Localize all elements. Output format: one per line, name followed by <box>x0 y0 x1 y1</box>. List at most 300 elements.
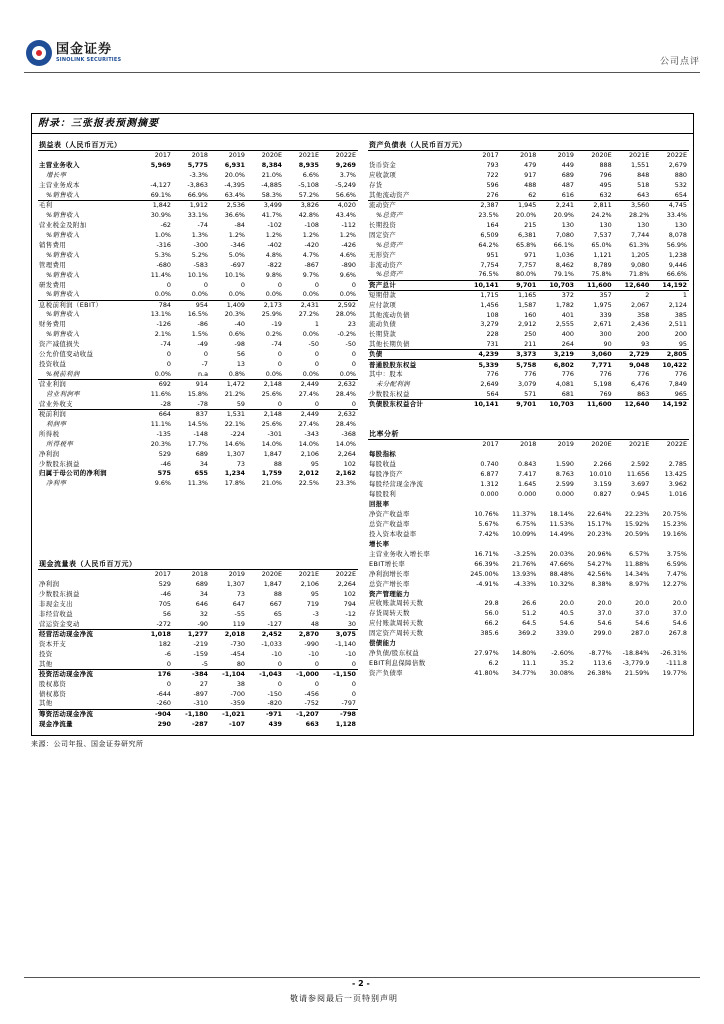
value-cell: 2,436 <box>631 320 650 329</box>
value-cell: 0 <box>240 280 245 289</box>
value-cell: 400 <box>561 330 574 339</box>
value-cell: 632 <box>576 191 614 201</box>
value-cell: 54.6 <box>672 619 687 628</box>
company-logo <box>26 38 121 68</box>
value-cell: 6,476 <box>631 380 650 389</box>
value-cell: 11.656 <box>626 470 650 479</box>
row-label: 资本开支 <box>39 640 67 649</box>
row-label: %销售收入 <box>46 230 80 239</box>
value-cell: 20.3% <box>150 439 171 448</box>
value-cell: 20.0 <box>597 599 612 608</box>
value-cell: 4.6% <box>339 250 356 259</box>
value-cell: 5,198 <box>593 380 612 389</box>
page-number: - 2 - <box>352 979 370 988</box>
value-cell: 655 <box>194 469 208 478</box>
row-label: 增长率 <box>46 171 67 180</box>
value-cell: 10.010 <box>589 470 612 479</box>
value-cell <box>463 539 501 549</box>
value-cell: 18.14% <box>549 510 574 519</box>
value-cell: 3.697 <box>631 480 650 489</box>
table-row <box>38 350 358 360</box>
value-cell: 3.7% <box>339 171 356 180</box>
value-cell: 34 <box>199 590 208 599</box>
table-row <box>38 240 358 250</box>
value-cell: 8,462 <box>555 260 574 269</box>
disclaimer-note: 敬请参阅最后一页特别声明 <box>290 994 398 1003</box>
value-cell: -300 <box>193 240 208 249</box>
table-row <box>38 161 358 171</box>
value-cell: 532 <box>674 181 687 190</box>
value-cell: 488 <box>524 181 537 190</box>
table-row <box>38 689 358 699</box>
table-row <box>38 211 358 221</box>
value-cell: -74 <box>197 221 208 230</box>
balance-sheet-panel <box>368 139 689 410</box>
value-cell: 6,509 <box>480 230 499 239</box>
value-cell <box>538 639 576 649</box>
value-cell: 5,775 <box>187 161 208 170</box>
table-row <box>368 609 689 619</box>
value-cell: 9.6% <box>339 270 356 279</box>
value-cell: 7.47% <box>666 569 687 578</box>
row-label: 主营业务成本 <box>39 181 80 190</box>
value-cell: 369.2 <box>518 629 537 638</box>
table-row <box>368 221 689 231</box>
year-header-cell: 2017 <box>482 151 499 160</box>
year-header-row <box>368 151 689 161</box>
value-cell: 5,969 <box>150 161 171 170</box>
value-cell: 7,537 <box>593 230 612 239</box>
value-cell: 88.48% <box>549 569 574 578</box>
value-cell: 27 <box>199 679 208 688</box>
row-label: 负债 <box>368 350 463 360</box>
ratio-analysis-panel <box>368 428 689 679</box>
value-cell: -62 <box>160 221 171 230</box>
value-cell: -49 <box>197 340 208 349</box>
table-row <box>38 659 358 669</box>
value-cell <box>614 639 652 649</box>
value-cell: 2,148 <box>263 380 282 389</box>
value-cell: 616 <box>538 191 576 201</box>
value-cell: 66.39% <box>474 559 499 568</box>
table-row <box>38 600 358 610</box>
value-cell: 0 <box>277 350 282 359</box>
value-cell: 1,472 <box>226 380 245 389</box>
value-cell: 439 <box>268 719 282 728</box>
value-cell: 1.2% <box>339 230 356 239</box>
value-cell: 9.7% <box>302 270 319 279</box>
value-cell: 1,531 <box>226 410 245 419</box>
table-row <box>38 469 358 479</box>
row-label: 营业利润 <box>39 380 67 389</box>
value-cell: 15.17% <box>587 519 612 528</box>
value-cell: 2,632 <box>337 410 356 419</box>
row-label: %销售收入 <box>38 290 136 300</box>
value-cell: 11.4% <box>150 270 171 279</box>
value-cell: 339.0 <box>555 629 574 638</box>
value-cell: 8,789 <box>593 260 612 269</box>
value-cell: 2,018 <box>224 630 245 639</box>
value-cell: 28.2% <box>628 211 650 220</box>
value-cell: 25.6% <box>261 389 282 398</box>
value-cell: 689 <box>195 449 208 458</box>
year-header-row <box>38 151 358 161</box>
value-cell: 689 <box>561 171 574 180</box>
value-cell: 47.66% <box>549 559 574 568</box>
value-cell: 30.08% <box>549 669 574 678</box>
row-label: 流动负债 <box>369 320 397 329</box>
table-row <box>38 380 358 390</box>
value-cell: 65.0% <box>591 240 612 249</box>
value-cell: -12 <box>345 610 356 619</box>
value-cell: 0 <box>314 360 319 369</box>
value-cell: 769 <box>576 390 614 400</box>
value-cell: -260 <box>136 699 173 709</box>
value-cell: -18.84% <box>622 649 650 658</box>
value-cell: 160 <box>524 310 537 319</box>
value-cell: -8.77% <box>589 649 612 658</box>
value-cell <box>576 539 614 549</box>
cash-flow-title: 现金流量表（人民币百万元） <box>38 558 358 570</box>
value-cell: 4,239 <box>463 350 501 360</box>
value-cell: 63.4% <box>210 191 247 201</box>
value-cell: 664 <box>158 410 171 419</box>
value-cell: 73 <box>236 590 245 599</box>
value-cell: 27.2% <box>298 310 319 319</box>
year-header-row <box>38 570 358 580</box>
year-header-cell: 2017 <box>154 570 171 579</box>
table-row <box>38 250 358 260</box>
value-cell: 11.1 <box>522 659 537 668</box>
value-cell: 7.417 <box>518 470 537 479</box>
value-cell <box>576 589 614 599</box>
value-cell: 3,079 <box>518 380 537 389</box>
value-cell: 7,080 <box>555 230 574 239</box>
value-cell: -1,140 <box>335 640 356 649</box>
ratio-analysis-title: 比率分析 <box>368 428 689 440</box>
row-label: 存货周转天数 <box>369 609 410 618</box>
value-cell: 16.5% <box>187 310 208 319</box>
value-cell: 25.9% <box>261 310 282 319</box>
value-cell: 1.645 <box>518 480 537 489</box>
income-statement-panel <box>38 139 358 489</box>
value-cell <box>463 450 501 460</box>
row-label: 所得税 <box>39 429 60 438</box>
year-header-cell: 2019 <box>557 151 574 160</box>
value-cell: 5.67% <box>478 519 499 528</box>
value-cell: 11,600 <box>586 400 612 409</box>
value-cell: -1,043 <box>259 670 282 679</box>
value-cell: 0 <box>166 360 171 369</box>
value-cell: 287.0 <box>631 629 650 638</box>
value-cell: 449 <box>561 161 574 170</box>
year-header-cell: 2018 <box>520 151 537 160</box>
table-row <box>38 191 358 201</box>
value-cell: -50 <box>308 340 319 349</box>
value-cell: 93 <box>614 340 652 350</box>
value-cell: -359 <box>210 699 247 709</box>
value-cell <box>463 500 501 510</box>
value-cell: -150 <box>267 689 282 698</box>
value-cell: -50 <box>345 340 356 349</box>
table-row <box>368 250 689 260</box>
value-cell: 3,219 <box>538 350 576 360</box>
value-cell: 0.000 <box>480 490 499 499</box>
table-row <box>368 181 689 191</box>
table-row <box>368 500 689 510</box>
row-label: 资产管理能力 <box>369 589 410 598</box>
value-cell: 20.59% <box>624 529 650 538</box>
table-row <box>38 221 358 231</box>
value-cell: -148 <box>193 429 208 438</box>
year-header-cell: 2019 <box>557 440 574 449</box>
value-cell: 10,703 <box>549 400 574 409</box>
year-header-cell: 2018 <box>520 440 537 449</box>
table-row <box>368 559 689 569</box>
value-cell: -224 <box>230 429 245 438</box>
value-cell: 9,269 <box>335 161 356 170</box>
value-cell: -4,127 <box>150 181 171 190</box>
value-cell: 250 <box>524 330 537 339</box>
value-cell: 1.2% <box>302 230 319 239</box>
value-cell: -107 <box>229 719 245 728</box>
value-cell: 0 <box>351 350 356 359</box>
year-header-cell: 2020E <box>261 151 282 160</box>
value-cell: 264 <box>538 340 576 350</box>
table-row <box>38 370 358 380</box>
value-cell: 66.9% <box>173 191 210 201</box>
value-cell: 41.80% <box>474 669 499 678</box>
row-label: %销售收入 <box>46 330 80 339</box>
value-cell: 0 <box>314 679 319 688</box>
value-cell: 14.49% <box>549 529 574 538</box>
appendix-title: 附录：三张报表预测摘要 <box>32 114 693 134</box>
table-row <box>38 479 358 489</box>
value-cell: 1,715 <box>480 290 499 299</box>
value-cell: 11.53% <box>549 519 574 528</box>
value-cell: 102 <box>343 459 356 468</box>
value-cell: 1,128 <box>335 719 356 728</box>
value-cell: 0 <box>284 659 321 669</box>
row-label: 应收账款周转天数 <box>369 599 424 608</box>
value-cell <box>538 539 576 549</box>
value-cell: -798 <box>340 709 356 718</box>
value-cell: 35.2 <box>559 659 574 668</box>
table-row <box>368 639 689 649</box>
value-cell: 1,842 <box>152 201 171 210</box>
value-cell: 15.23% <box>662 519 687 528</box>
value-cell: -3 <box>312 610 319 619</box>
value-cell <box>501 450 539 460</box>
value-cell: -4.91% <box>476 579 499 588</box>
value-cell: 267.8 <box>668 629 687 638</box>
value-cell: 62 <box>501 191 539 201</box>
value-cell: 102 <box>343 590 356 599</box>
table-row <box>368 191 689 201</box>
value-cell: 95 <box>651 340 689 350</box>
value-cell: 8.97% <box>628 579 650 588</box>
value-cell: 245.00% <box>470 569 499 578</box>
value-cell: 2,106 <box>300 580 319 589</box>
value-cell: -5,108 <box>298 181 319 190</box>
value-cell: 13.425 <box>664 470 687 479</box>
value-cell: 571 <box>501 390 539 400</box>
value-cell: 0.0% <box>247 290 284 300</box>
value-cell: 2.785 <box>668 460 687 469</box>
table-row <box>38 181 358 191</box>
value-cell: 2,387 <box>480 201 499 210</box>
table-row <box>368 569 689 579</box>
value-cell: 76.5% <box>463 270 501 280</box>
value-cell <box>614 589 652 599</box>
value-cell: 37.0 <box>597 609 612 618</box>
value-cell: 2,811 <box>593 201 612 210</box>
value-cell: 16.71% <box>474 549 499 558</box>
row-label: 投入资本收益率 <box>369 529 417 538</box>
table-row <box>38 340 358 350</box>
value-cell: 1,238 <box>668 250 687 259</box>
value-cell: 0.0% <box>302 330 319 339</box>
value-cell: -1,033 <box>261 640 282 649</box>
value-cell <box>576 450 614 460</box>
value-cell: 1,234 <box>224 469 245 478</box>
value-cell: 0.0% <box>321 290 358 300</box>
value-cell: 776 <box>524 370 537 379</box>
value-cell: 5,758 <box>516 360 537 369</box>
value-cell: 1.2% <box>228 230 245 239</box>
value-cell: 130 <box>599 221 612 230</box>
value-cell: 4.7% <box>302 250 319 259</box>
value-cell: 1,121 <box>593 250 612 259</box>
value-cell: 0 <box>314 280 319 289</box>
value-cell: 30 <box>321 620 358 630</box>
value-cell: 0.000 <box>518 490 537 499</box>
table-row <box>38 610 358 620</box>
value-cell: 113.6 <box>593 659 612 668</box>
table-row <box>368 320 689 330</box>
table-row <box>38 650 358 660</box>
value-cell: 14.0% <box>298 439 319 448</box>
value-cell: 401 <box>561 310 574 319</box>
value-cell: 2,555 <box>555 320 574 329</box>
value-cell: 34.77% <box>511 669 537 678</box>
table-row <box>368 300 689 310</box>
value-cell: 1,551 <box>631 161 650 170</box>
row-label: 营业税金及附加 <box>39 221 87 230</box>
value-cell: 200 <box>674 330 687 339</box>
header-blank-cell <box>38 151 136 161</box>
logo-cn-text: 国金证券 <box>56 42 113 57</box>
value-cell: 38 <box>236 679 245 688</box>
value-cell: -456 <box>304 689 319 698</box>
page-header <box>24 36 700 70</box>
value-cell: 10.76% <box>474 510 499 519</box>
value-cell: 65 <box>273 610 282 619</box>
value-cell: 21.0% <box>261 479 282 488</box>
value-cell: 479 <box>524 161 537 170</box>
row-label: 其中：股本 <box>369 370 403 379</box>
value-cell: 20.0% <box>224 171 245 180</box>
value-cell: 917 <box>524 171 537 180</box>
value-cell: 7,771 <box>591 360 612 369</box>
value-cell: 863 <box>614 390 652 400</box>
value-cell: 13.1% <box>150 310 171 319</box>
value-cell: -127 <box>247 620 284 630</box>
value-cell: 1,409 <box>226 300 245 309</box>
value-cell: 23.5% <box>478 211 499 220</box>
value-cell: 22.23% <box>624 510 650 519</box>
value-cell: 1 <box>682 290 687 299</box>
table-row <box>368 360 689 370</box>
value-cell: 0.0% <box>173 290 210 300</box>
value-cell: 215 <box>524 221 537 230</box>
value-cell: 529 <box>158 580 171 589</box>
table-row <box>368 619 689 629</box>
value-cell: -1,207 <box>296 709 319 718</box>
value-cell: -420 <box>304 240 319 249</box>
value-cell: 15.92% <box>624 519 650 528</box>
value-cell: 2,805 <box>651 350 689 360</box>
value-cell: 10,141 <box>474 400 499 409</box>
row-label: 资产负债率 <box>369 669 403 678</box>
value-cell: 0 <box>314 350 319 359</box>
value-cell: -700 <box>230 689 245 698</box>
year-header-row <box>368 440 689 450</box>
value-cell: 796 <box>599 171 612 180</box>
value-cell: 3,373 <box>501 350 539 360</box>
value-cell: 2,264 <box>337 449 356 458</box>
value-cell: 793 <box>486 161 499 170</box>
value-cell: 22.5% <box>298 479 319 488</box>
value-cell: 40.5 <box>559 609 574 618</box>
value-cell: 0 <box>351 360 356 369</box>
value-cell: -26.31% <box>660 649 687 658</box>
value-cell: 0 <box>351 280 356 289</box>
value-cell: 888 <box>599 161 612 170</box>
value-cell: -1,180 <box>185 709 208 718</box>
value-cell: 42.56% <box>587 569 612 578</box>
header-blank-cell <box>368 440 463 450</box>
value-cell: 0 <box>166 679 171 688</box>
value-cell: 61.3% <box>628 240 650 249</box>
value-cell: 1.3% <box>191 230 208 239</box>
value-cell: -797 <box>321 699 358 709</box>
value-cell: 1.016 <box>668 490 687 499</box>
value-cell: 56 <box>236 350 245 359</box>
table-row <box>368 370 689 380</box>
row-label: 研发费用 <box>39 280 67 289</box>
value-cell: 2,124 <box>668 300 687 309</box>
value-cell: -287 <box>192 719 208 728</box>
value-cell: 51.2 <box>522 609 537 618</box>
value-cell: 11.1% <box>150 419 171 428</box>
value-cell: 1,165 <box>518 290 537 299</box>
row-label: 其他流动负债 <box>369 310 410 319</box>
value-cell: 7,754 <box>480 260 499 269</box>
cash-flow-table <box>38 570 358 729</box>
value-cell: 20.0 <box>672 599 687 608</box>
value-cell: 2,264 <box>337 580 356 589</box>
value-cell: 2,067 <box>631 300 650 309</box>
value-cell: 32 <box>199 610 208 619</box>
value-cell: 14.80% <box>511 649 537 658</box>
row-label: 少数股东权益 <box>368 390 463 400</box>
value-cell: 9,701 <box>516 400 537 409</box>
report-type: 公司点评 <box>659 57 700 67</box>
value-cell: 8,935 <box>298 161 319 170</box>
value-cell: 20.0 <box>635 599 650 608</box>
table-row <box>38 171 358 181</box>
